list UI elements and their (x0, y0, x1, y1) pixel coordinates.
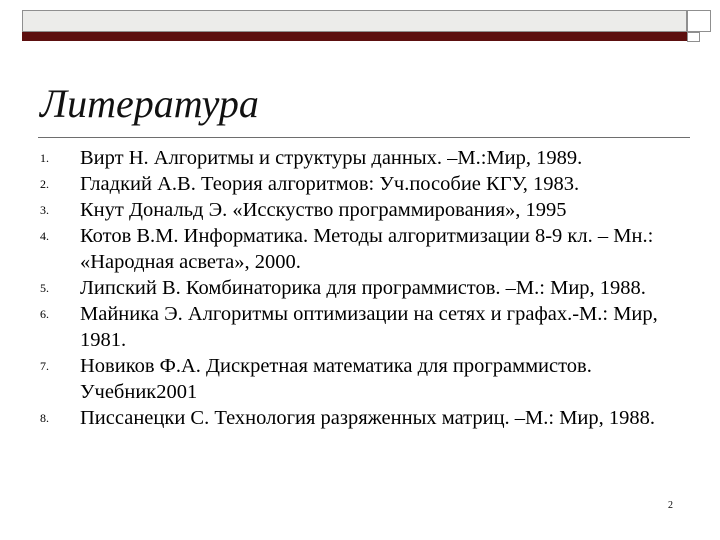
reference-item (40, 353, 665, 405)
reference-item (40, 275, 665, 301)
reference-number: 4. (40, 229, 49, 243)
reference-item (40, 301, 665, 353)
reference-item (40, 145, 665, 171)
reference-item (40, 405, 665, 431)
reference-item (40, 171, 665, 197)
reference-text: Новиков Ф.А. Дискретная математика для программистов. Учебник2001 (80, 355, 592, 403)
reference-item (40, 197, 665, 223)
page-number: 2 (668, 500, 673, 511)
header-accent-bar (22, 32, 687, 41)
title-divider (38, 137, 690, 138)
reference-text: Майника Э. Алгоритмы оптимизации на сетях и графах.-М.: Мир, 1981. (80, 303, 658, 351)
reference-item (40, 223, 665, 275)
header-decor-box (22, 10, 687, 32)
reference-number: 6. (40, 307, 49, 321)
reference-number: 8. (40, 411, 49, 425)
reference-text: Писсанецки С. Технология разряженных матриц. –М.: Мир, 1988. (80, 407, 656, 429)
reference-text: Гладкий А.В. Теория алгоритмов: Уч.пособие КГУ, 1983. (80, 173, 580, 195)
reference-number: 2. (40, 177, 49, 191)
reference-list (40, 145, 665, 431)
reference-text: Вирт Н. Алгоритмы и структуры данных. –М.:Мир, 1989. (80, 147, 583, 169)
slide-title: Литература (40, 81, 259, 126)
reference-text: Котов В.М. Информатика. Методы алгоритмизации 8-9 кл. – Мн.: «Народная асвета», 2000. (80, 225, 654, 273)
corner-decor-small (687, 32, 700, 42)
reference-text: Липский В. Комбинаторика для программистов. –М.: Мир, 1988. (80, 277, 646, 299)
reference-text: Кнут Дональд Э. «Исскуство программирования», 1995 (80, 199, 567, 221)
reference-number: 3. (40, 203, 49, 217)
reference-number: 7. (40, 359, 49, 373)
corner-decor-box (687, 10, 711, 32)
reference-number: 1. (40, 151, 49, 165)
reference-number: 5. (40, 281, 49, 295)
